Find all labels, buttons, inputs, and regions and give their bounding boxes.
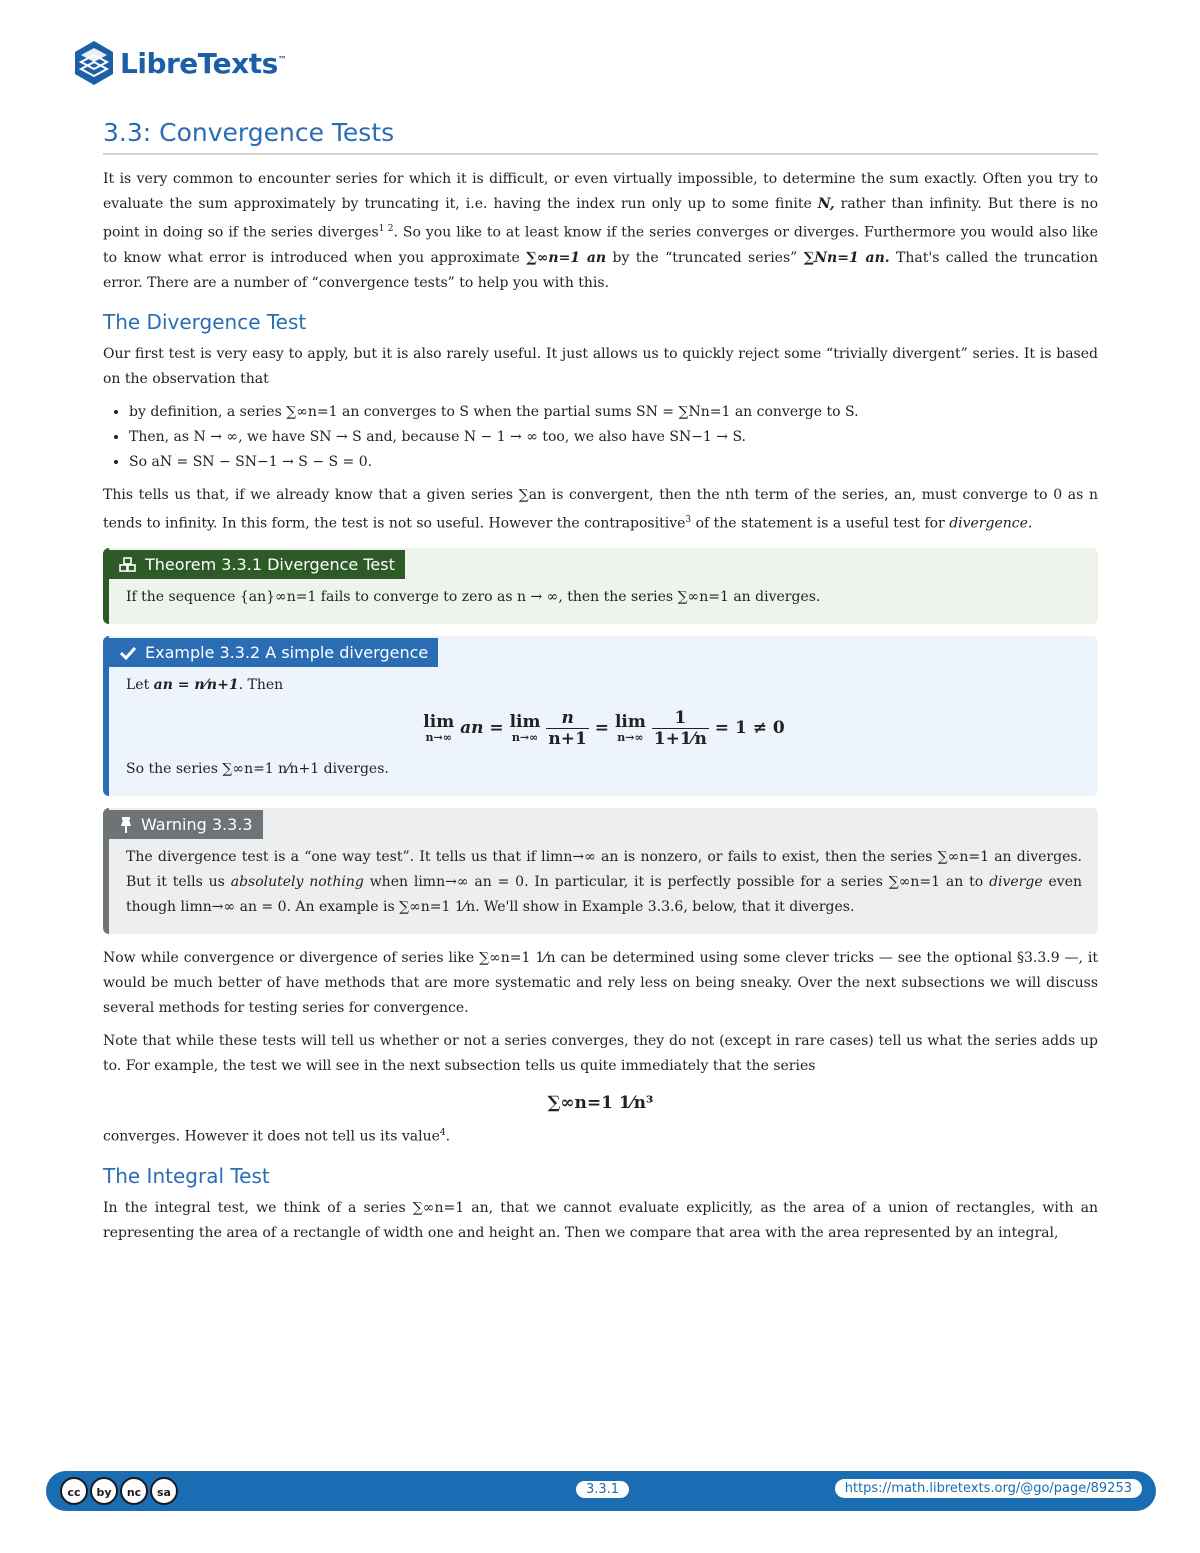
page-title: 3.3: Convergence Tests — [103, 118, 1098, 155]
intro-paragraph: It is very common to encounter series for which it is difficult, or even virtually impossible, to determine the sum exactly. Often you try to evaluate the sum approximately by truncating it, i.e. having the index run only up to some finite N, rather than infinity. But there is no point in doing so if the series diverges$^{1 2}$. So you like to at least know if the series converges or diverges. Furthermore you would also like to know what error is introduced when you approximate ∑∞n=1 an by the “truncated series” ∑Nn=1 an. That's called the truncation error. There are a number of “convergence tests” to help you with this. — [103, 171, 1099, 291]
footnote-ref[interactable]: 1 2 — [378, 224, 394, 234]
footnote-ref[interactable]: 4 — [439, 1128, 446, 1139]
divergence-intro: Our first test is very easy to apply, but it is also rarely useful. It just allows us to quickly reject some “trivially divergent” series. It is based on the observation that — [103, 345, 1098, 387]
page-content — [103, 118, 1098, 1254]
cc-license-badge[interactable] — [60, 1477, 178, 1505]
after-paragraph-2: Note that while these tests will tell us whether or not a series converges, they do not (except in rare cases) tell us what the series adds up to. For example, the test we will see in the next subsection tells us quite immediately that the series — [103, 1033, 1098, 1075]
footnote-ref[interactable]: 3 — [685, 514, 692, 525]
list-item: • Then, as N → ∞, we have SN → S and, because N − 1 → ∞ too, we also have SN−1 → S. — [129, 425, 1098, 450]
warning-label: Warning 3.3.3 — [141, 815, 253, 835]
sa-icon: sa — [150, 1477, 178, 1505]
libretexts-logo-icon — [74, 40, 114, 86]
after-paragraph-3: converges. However it does not tell us its value$^4$. — [103, 1128, 451, 1145]
series-equation: ∑∞n=1 1⁄n³ — [547, 1093, 654, 1114]
theorem-box — [103, 548, 1098, 624]
nc-icon: nc — [120, 1477, 148, 1505]
warning-header — [109, 810, 263, 839]
example-line-1: Let an = n⁄n+1. Then — [126, 677, 284, 694]
divergence-bullet-list — [103, 400, 1098, 475]
libretexts-logo[interactable] — [74, 40, 286, 86]
divergence-test-heading: The Divergence Test — [103, 309, 307, 334]
integral-test-heading: The Integral Test — [103, 1163, 270, 1188]
cc-icon: cc — [60, 1477, 88, 1505]
page-footer — [46, 1471, 1156, 1511]
theorem-header — [109, 550, 405, 579]
cubes-icon — [119, 557, 137, 573]
pin-icon — [119, 816, 133, 834]
logo-wordmark: LibreTexts™ — [120, 46, 287, 80]
list-item: • So aN = SN − SN−1 → S − S = 0. — [129, 450, 1098, 475]
limit-equation: lim n→∞ an = lim n→∞ $\frac{n}{n+1}$ = lim n→∞ $\frac{1}{1+1⁄n}$ = 1 ≠ 0 — [423, 708, 785, 750]
page-number: 3.3.1 — [576, 1481, 629, 1498]
warning-box — [103, 808, 1098, 934]
divergence-paragraph-2: This tells us that, if we already know that a given series ∑an is convergent, then the nth term of the series, an, must converge to 0 as n tends to infinity. In this form, the test is not so useful. However the contrapositive$^3$ of the statement is a useful test for divergence. — [103, 486, 1098, 532]
list-item: • by definition, a series ∑∞n=1 an converges to S when the partial sums SN = ∑Nn=1 an converge to S. — [129, 400, 1098, 425]
integral-paragraph: In the integral test, we think of a series ∑∞n=1 an, that we cannot evaluate explicitly, as the area of a union of rectangles, with an representing the area of a rectangle of width one and height an. Then we compare that area with the area represented by an integral, — [103, 1199, 1098, 1241]
example-label: Example 3.3.2 A simple divergence — [145, 643, 429, 663]
warning-body: The divergence test is a “one way test”. It tells us that if limn→∞ an is nonzero, or fails to exist, then the series ∑∞n=1 an diverges. But it tells us absolutely nothing when limn→∞ an = 0. In particular, it is perfectly possible for a series ∑∞n=1 an to diverge even though limn→∞ an = 0. An example is ∑∞n=1 1⁄n. We'll show in Example 3.3.6, below, that it diverges. — [126, 849, 1082, 916]
example-line-2: So the series ∑∞n=1 n⁄n+1 diverges. — [126, 761, 389, 778]
after-paragraph-1: Now while convergence or divergence of series like ∑∞n=1 1⁄n can be determined using some clever tricks — see the optional §3.3.9 —, it would be much better of have methods that are more systematic and rely less on being sneaky. Over the next subsections we will discuss several methods for testing series for convergence. — [103, 950, 1098, 1017]
theorem-label: Theorem 3.3.1 Divergence Test — [145, 555, 395, 575]
page-url-link[interactable]: https://math.libretexts.org/@go/page/89253 — [835, 1479, 1142, 1498]
checkmark-icon — [119, 645, 137, 661]
example-header — [109, 638, 438, 667]
example-box — [103, 636, 1098, 796]
theorem-body: If the sequence {an}∞n=1 fails to converge to zero as n → ∞, then the series ∑∞n=1 an diverges. — [126, 589, 821, 606]
by-icon: by — [90, 1477, 118, 1505]
